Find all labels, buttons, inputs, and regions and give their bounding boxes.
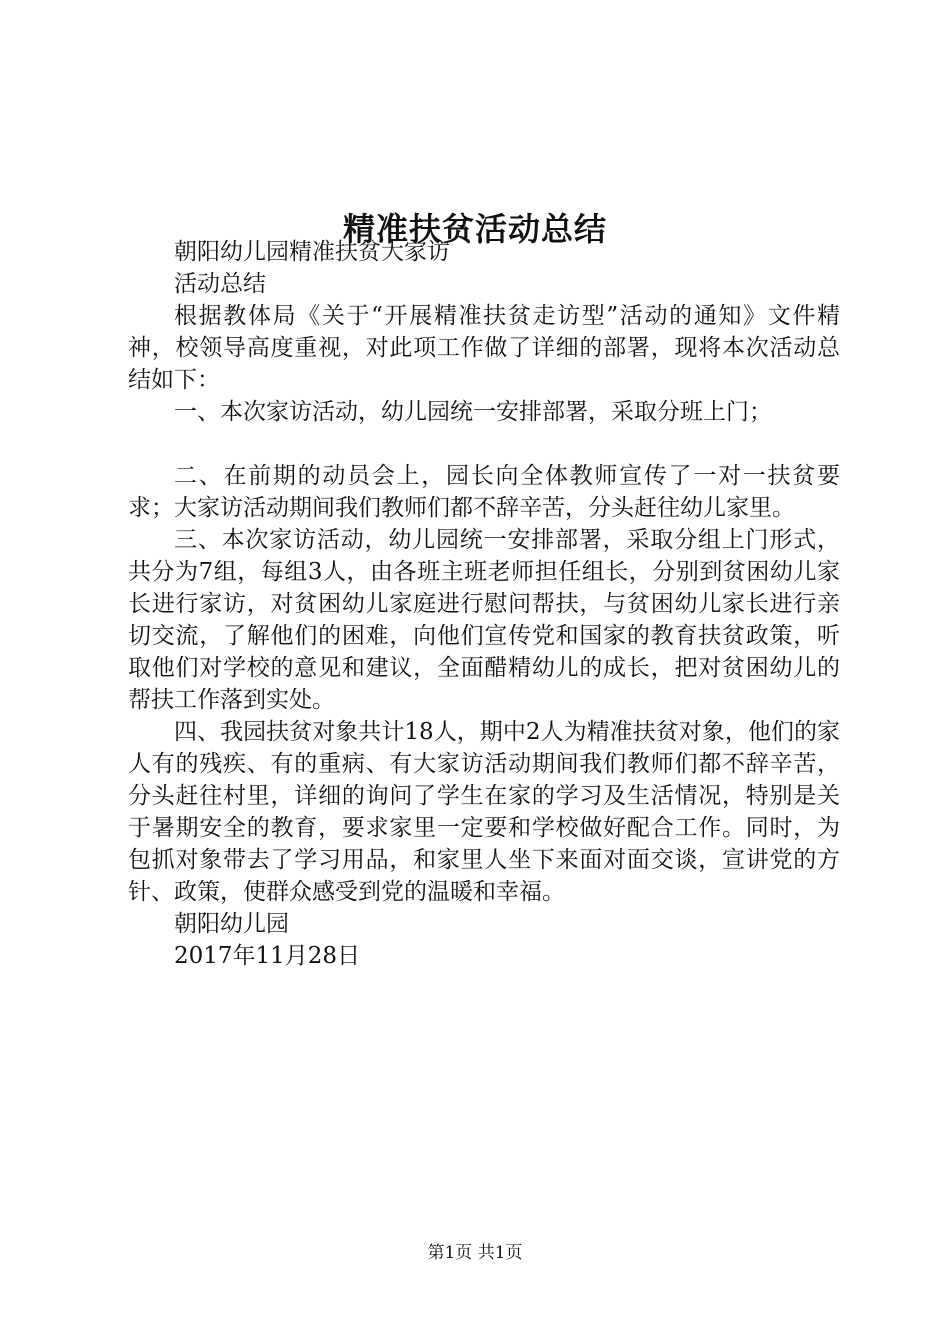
paragraph-item-2: 二、在前期的动员会上，园长向全体教师宣传了一对一扶贫要求；大家访活动期间我们教师们都不辞辛苦，分头赶往幼儿家里。 xyxy=(128,463,840,521)
document-body xyxy=(128,236,840,972)
paragraph-intro: 根据教体局《关于“开展精准扶贫走访型”活动的通知》文件精神，校领导高度重视，对此项工作做了详细的部署，现将本次活动总结如下： xyxy=(128,303,840,393)
paragraph-subtitle-2: 活动总结 xyxy=(174,271,266,297)
paragraph-subtitle: 朝阳幼儿园精准扶贫大家访 xyxy=(174,239,450,265)
document-title: 精准扶贫活动总结 xyxy=(342,210,607,249)
page-footer: 第1页 共1页 xyxy=(427,1243,523,1263)
signature-org: 朝阳幼儿园 xyxy=(174,911,289,937)
signature-date: 2017年11月28日 xyxy=(174,943,361,969)
paragraph-item-3: 三、本次家访活动，幼儿园统一安排部署，采取分组上门形式，共分为7组，每组3人，由各班主班老师担任组长，分别到贫困幼儿家长进行家访，对贫困幼儿家庭进行慰问帮扶，与贫困幼儿家长进行亲切交流，了解他们的困难，向他们宣传党和国家的教育扶贫政策，听取他们对学校的意见和建议，全面醋精幼儿的成长，把对贫困幼儿的帮扶工作落到实处。 xyxy=(128,527,840,713)
paragraph-item-1: 一、本次家访活动，幼儿园统一安排部署，采取分班上门； xyxy=(174,399,772,425)
paragraph-item-4: 四、我园扶贫对象共计18人，期中2人为精准扶贫对象，他们的家人有的残疾、有的重病、有大家访活动期间我们教师们都不辞辛苦，分头赶往村里，详细的询问了学生在家的学习及生活情况，特别是关于暑期安全的教育，要求家里一定要和学校做好配合工作。同时，为包抓对象带去了学习用品，和家里人坐下来面对面交谈，宣讲党的方针、政策，使群众感受到党的温暖和幸福。 xyxy=(128,719,840,905)
